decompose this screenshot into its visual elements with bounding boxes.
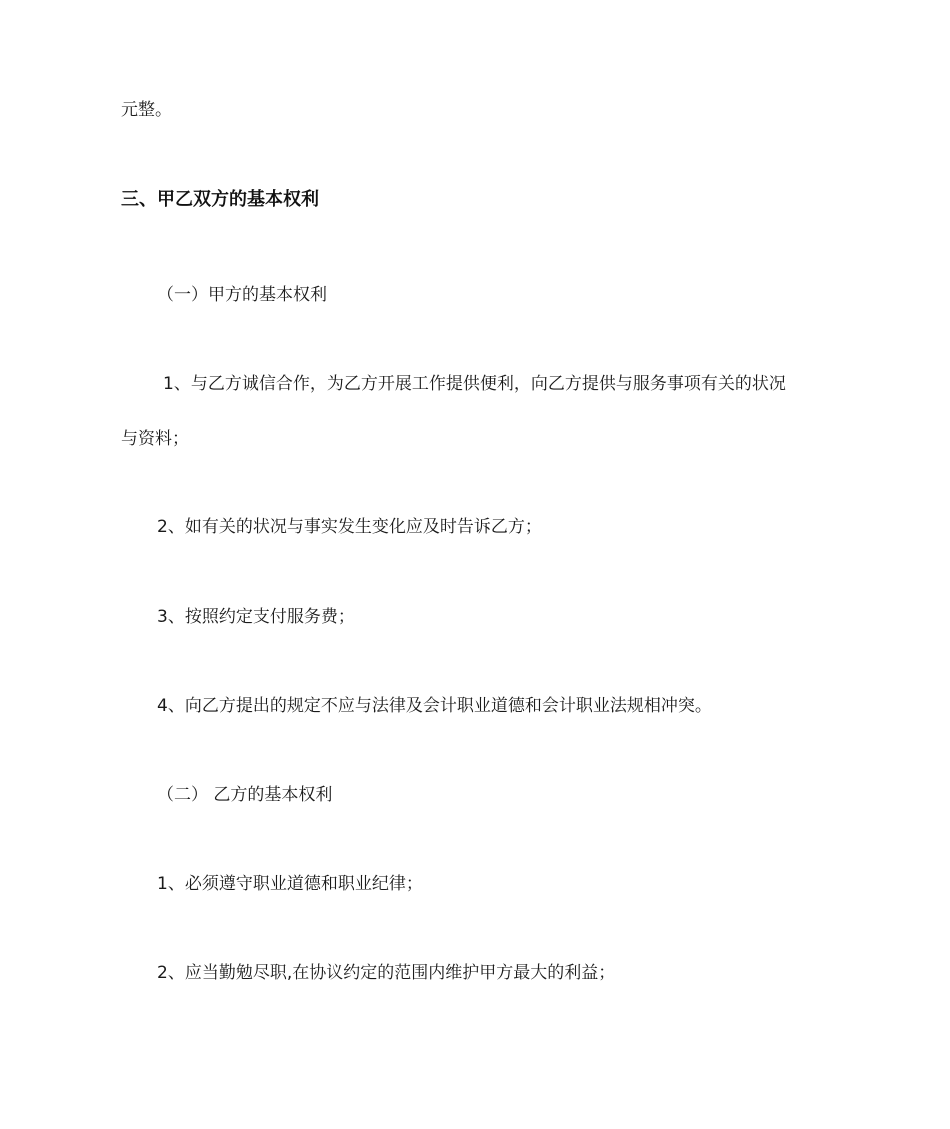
party-a-item-1-continuation: 与资料；: [121, 429, 189, 449]
section-heading: 三、甲乙双方的基本权利: [121, 189, 319, 210]
party-a-subtitle: （一）甲方的基本权利: [157, 285, 327, 305]
continuation-text: 元整。: [121, 100, 172, 120]
party-b-item-2: 2、应当勤勉尽职,在协议约定的范围内维护甲方最大的利益；: [157, 963, 616, 983]
party-a-item-4: 4、向乙方提出的规定不应与法律及会计职业道德和会计职业法规相冲突。: [157, 696, 712, 716]
party-a-item-3: 3、按照约定支付服务费；: [157, 607, 355, 627]
party-b-subtitle: （二） 乙方的基本权利: [157, 785, 333, 805]
party-b-item-1: 1、必须遵守职业道德和职业纪律；: [157, 874, 423, 894]
party-a-item-2: 2、如有关的状况与事实发生变化应及时告诉乙方；: [157, 517, 542, 537]
party-a-item-1: 1、与乙方诚信合作，为乙方开展工作提供便利，向乙方提供与服务事项有关的状况: [163, 374, 786, 394]
